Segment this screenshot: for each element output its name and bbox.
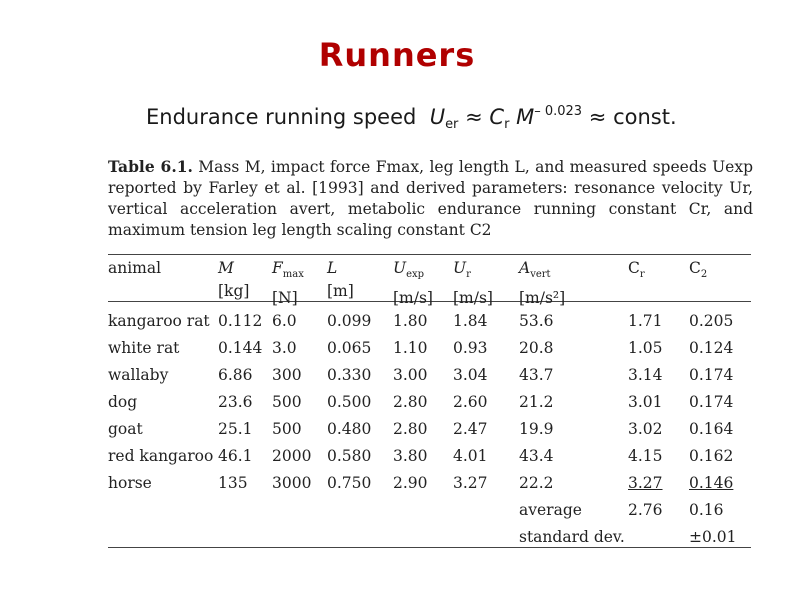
header-subscript: max (282, 269, 304, 280)
value-cell: 1.84 (453, 311, 488, 330)
value-cell: 300 (272, 365, 302, 384)
value-cell: 1.80 (393, 311, 428, 330)
animal-cell: wallaby (108, 365, 169, 384)
header-cell (453, 258, 493, 308)
formula-lead: Endurance running speed (146, 105, 417, 129)
formula-line (146, 104, 677, 132)
header-unit: [m/s²] (519, 289, 566, 307)
value-cell: 19.9 (519, 419, 554, 438)
header-symbol: A (519, 259, 531, 277)
value-cell: 3.00 (393, 365, 428, 384)
value-cell: 0.205 (689, 311, 734, 330)
table-row (108, 388, 751, 415)
value-cell: 2.80 (393, 392, 428, 411)
animal-cell: dog (108, 392, 138, 411)
header-unit: [m/s] (453, 289, 493, 307)
header-cell (218, 258, 249, 301)
value-cell: 3000 (272, 473, 312, 492)
value-cell: 500 (272, 419, 302, 438)
value-cell: 3.27 (453, 473, 488, 492)
value-cell: 500 (272, 392, 302, 411)
animal-cell: horse (108, 473, 152, 492)
header-cell (628, 258, 645, 288)
value-cell: 0.099 (327, 311, 372, 330)
table-row (108, 307, 751, 334)
value-cell: 0.480 (327, 419, 372, 438)
value-cell: 23.6 (218, 392, 253, 411)
summary-c2: 0.16 (689, 500, 724, 519)
summary-c2: ±0.01 (689, 527, 737, 546)
formula-u-sub: er (445, 117, 459, 132)
value-cell: 3.02 (628, 419, 663, 438)
slide-title: Runners (318, 36, 476, 74)
header-symbol: L (327, 259, 338, 277)
value-cell: 0.146 (689, 473, 734, 492)
header-subscript: vert (530, 269, 551, 280)
value-cell: 2.47 (453, 419, 488, 438)
summary-cr: 2.76 (628, 500, 663, 519)
animal-cell: kangaroo rat (108, 311, 210, 330)
summary-row (108, 496, 751, 523)
header-symbol: M (218, 259, 234, 277)
table-caption (108, 156, 753, 241)
header-subscript: r (639, 269, 645, 280)
formula-u: U (429, 105, 446, 129)
value-cell: 6.86 (218, 365, 253, 384)
value-cell: 43.4 (519, 446, 554, 465)
value-cell: 0.174 (689, 365, 734, 384)
value-cell: 2000 (272, 446, 312, 465)
header-unit: [m/s] (393, 289, 433, 307)
header-cell (108, 258, 161, 281)
value-cell: 1.71 (628, 311, 663, 330)
formula-approx-2: ≈ (588, 105, 607, 129)
value-cell: 0.93 (453, 338, 488, 357)
value-cell: 0.500 (327, 392, 372, 411)
animal-cell: white rat (108, 338, 180, 357)
animal-cell: goat (108, 419, 143, 438)
value-cell: 20.8 (519, 338, 554, 357)
header-unit: [m] (327, 282, 354, 300)
formula-exponent: – 0.023 (534, 104, 583, 119)
value-cell: 2.80 (393, 419, 428, 438)
value-cell: 135 (218, 473, 248, 492)
value-cell: 0.112 (218, 311, 263, 330)
header-cell (327, 258, 354, 301)
value-cell: 1.10 (393, 338, 428, 357)
formula-c-sub: r (504, 117, 510, 132)
value-cell: 2.90 (393, 473, 428, 492)
value-cell: 0.124 (689, 338, 734, 357)
header-unit: [kg] (218, 282, 250, 300)
header-subscript: r (466, 269, 471, 280)
formula-approx-1: ≈ (465, 105, 483, 129)
data-table (108, 307, 751, 550)
table-row (108, 415, 751, 442)
caption-text: Mass M, impact force Fmax, leg length L, and measured speeds Uexp reported by Farley et al. [1993] and derived parameters: resonance velocity Ur, vertical acceleration avert, metabolic endurance running constant Cr, and maximum tension leg length scaling constant C2 (108, 158, 753, 239)
summary-label: average (519, 500, 582, 519)
value-cell: 2.60 (453, 392, 488, 411)
formula-m: M (516, 105, 535, 129)
value-cell: 1.05 (628, 338, 663, 357)
table-row (108, 334, 751, 361)
value-cell: 0.174 (689, 392, 734, 411)
value-cell: 4.01 (453, 446, 488, 465)
header-symbol: animal (108, 259, 162, 277)
summary-row (108, 523, 751, 550)
header-subscript: 2 (700, 269, 708, 280)
table-row (108, 469, 751, 496)
value-cell: 22.2 (519, 473, 554, 492)
value-cell: 53.6 (519, 311, 554, 330)
header-unit: [N] (272, 289, 298, 307)
animal-cell: red kangaroo (108, 446, 214, 465)
formula-tail: const. (613, 105, 677, 129)
value-cell: 0.750 (327, 473, 372, 492)
value-cell: 43.7 (519, 365, 554, 384)
formula-c: C (489, 105, 505, 129)
value-cell: 0.144 (218, 338, 263, 357)
header-subscript: exp (406, 269, 425, 280)
value-cell: 4.15 (628, 446, 663, 465)
header-symbol: C (628, 259, 640, 277)
table-row (108, 361, 751, 388)
header-cell (272, 258, 304, 308)
value-cell: 0.330 (327, 365, 372, 384)
header-cell (689, 258, 707, 288)
value-cell: 0.065 (327, 338, 372, 357)
value-cell: 46.1 (218, 446, 253, 465)
value-cell: 3.01 (628, 392, 663, 411)
summary-cr (628, 523, 689, 550)
value-cell: 3.27 (628, 473, 663, 492)
value-cell: 3.14 (628, 365, 663, 384)
header-cell (519, 258, 565, 308)
table-row (108, 442, 751, 469)
header-symbol: F (272, 259, 283, 277)
value-cell: 3.04 (453, 365, 488, 384)
header-symbol: U (393, 259, 407, 277)
value-cell: 21.2 (519, 392, 554, 411)
value-cell: 3.80 (393, 446, 428, 465)
header-symbol: C (689, 259, 701, 277)
value-cell: 0.580 (327, 446, 372, 465)
caption-label: Table 6.1. (108, 157, 193, 176)
header-symbol: U (453, 259, 467, 277)
summary-label: standard dev. (519, 527, 625, 546)
value-cell: 6.0 (272, 311, 297, 330)
value-cell: 0.164 (689, 419, 734, 438)
value-cell: 25.1 (218, 419, 253, 438)
value-cell: 3.0 (272, 338, 297, 357)
table-top-rule (108, 254, 751, 255)
value-cell: 0.162 (689, 446, 734, 465)
header-cell (393, 258, 433, 308)
